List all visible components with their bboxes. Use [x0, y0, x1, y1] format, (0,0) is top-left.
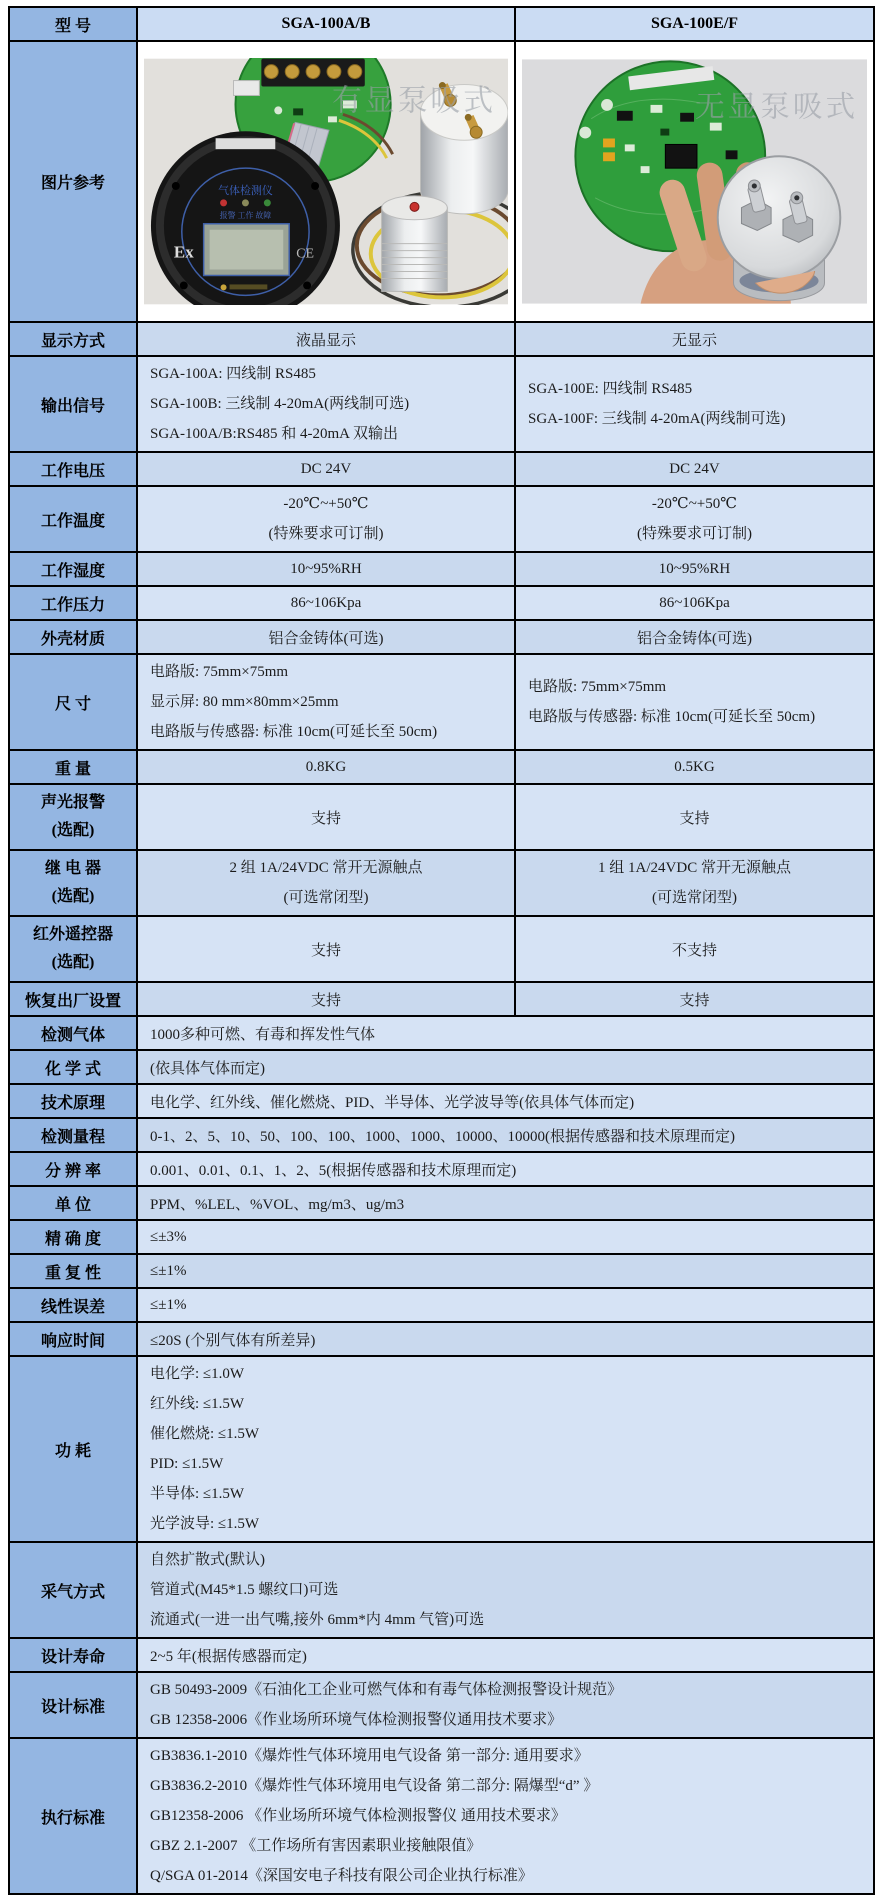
header-row — [9, 7, 874, 41]
row-ir-remote — [9, 916, 874, 982]
row-working-humidity — [9, 552, 874, 586]
row-resolution — [9, 1152, 874, 1186]
value-line: -20℃~+50℃ — [283, 496, 369, 512]
value-line: -20℃~+50℃ — [651, 496, 738, 512]
value-sga100ab — [137, 486, 515, 552]
row-working-voltage — [9, 452, 874, 486]
value-sga100ef — [515, 356, 874, 452]
watermark-text: 无显泵吸式 — [695, 91, 859, 124]
row-label: 化 学 式 — [9, 1050, 137, 1084]
value-line: 1 组 1A/24VDC 常开无源触点 — [598, 860, 791, 876]
value-sga100ab: 10~95%RH — [137, 552, 515, 586]
row-weight — [9, 750, 874, 784]
value-merged: 0-1、2、5、10、50、100、100、1000、1000、10000、10000(根据传感器和技术原理而定) — [137, 1118, 874, 1152]
value-sga100ef: 0.5KG — [515, 750, 874, 784]
value-merged — [137, 1356, 874, 1542]
value-line: 半导体: ≤1.5W — [150, 1486, 245, 1502]
row-label-line: (选配) — [51, 888, 95, 905]
row-label: 重 复 性 — [9, 1254, 137, 1288]
value-line: 2 组 1A/24VDC 常开无源触点 — [229, 860, 423, 876]
value-sga100ab — [137, 850, 515, 916]
value-line: 管道式(M45*1.5 螺纹口)可选 — [150, 1582, 339, 1598]
value-line: 流通式(一进一出气嘴,接外 6mm*内 4mm 气管)可选 — [150, 1612, 485, 1628]
value-line: 光学波导: ≤1.5W — [150, 1516, 260, 1532]
value-sga100ef: 86~106Kpa — [515, 586, 874, 620]
ex-marking-text: Ex — [173, 242, 194, 262]
row-working-pressure — [9, 586, 874, 620]
value-sga100ab: 铝合金铸体(可选) — [137, 620, 515, 654]
value-sga100ef: 铝合金铸体(可选) — [515, 620, 874, 654]
row-dimensions — [9, 654, 874, 750]
value-sga100ab — [137, 356, 515, 452]
row-label: 检测量程 — [9, 1118, 137, 1152]
row-label: 检测气体 — [9, 1016, 137, 1050]
row-factory-reset — [9, 982, 874, 1016]
row-output-signal — [9, 356, 874, 452]
row-design-life — [9, 1638, 874, 1672]
row-design-standard — [9, 1672, 874, 1738]
value-merged — [137, 1542, 874, 1638]
value-line: Q/SGA 01-2014《深国安电子科技有限公司企业执行标准》 — [150, 1868, 533, 1884]
value-sga100ef: DC 24V — [515, 452, 874, 486]
value-line: GB12358-2006 《作业场所环境气体检测报警仪 通用技术要求》 — [150, 1808, 566, 1824]
value-line: GB3836.1-2010《爆炸性气体环境用电气设备 第一部分: 通用要求》 — [150, 1748, 589, 1764]
row-label: 工作电压 — [9, 452, 137, 486]
photo-row-label: 图片参考 — [9, 41, 137, 322]
value-line: (可选常闭型) — [283, 890, 369, 906]
value-line: PID: ≤1.5W — [150, 1456, 224, 1472]
row-label-line: (选配) — [51, 954, 95, 971]
value-sga100ab: 支持 — [137, 916, 515, 982]
model-a-header: SGA-100A/B — [137, 7, 515, 41]
row-unit — [9, 1186, 874, 1220]
value-sga100ef: 支持 — [515, 982, 874, 1016]
row-label: 恢复出厂设置 — [9, 982, 137, 1016]
row-display-mode — [9, 322, 874, 356]
value-merged: 电化学、红外线、催化燃烧、PID、半导体、光学波导等(依具体气体而定) — [137, 1084, 874, 1118]
row-technical-principle — [9, 1084, 874, 1118]
row-working-temperature — [9, 486, 874, 552]
value-sga100ef: 无显示 — [515, 322, 874, 356]
label-sticker — [216, 138, 276, 149]
row-label: 技术原理 — [9, 1084, 137, 1118]
value-line: (可选常闭型) — [652, 890, 737, 906]
row-response-time — [9, 1322, 874, 1356]
row-linearity-error — [9, 1288, 874, 1322]
value-line: GB3836.2-2010《爆炸性气体环境用电气设备 第二部分: 隔爆型“d” 》 — [150, 1778, 599, 1794]
row-accuracy — [9, 1220, 874, 1254]
value-line: 自然扩散式(默认) — [150, 1552, 265, 1568]
value-line: GB 12358-2006《作业场所环境气体检测报警仪通用技术要求》 — [150, 1712, 563, 1728]
product-photo-with-display — [144, 58, 508, 305]
row-repeatability — [9, 1254, 874, 1288]
value-line: 电路版与传感器: 标准 10cm(可延长至 50cm) — [150, 724, 438, 740]
led-labels-text: 报警 工作 故障 — [219, 210, 272, 220]
row-label: 精 确 度 — [9, 1220, 137, 1254]
photo-row — [9, 41, 874, 322]
value-merged: ≤±3% — [137, 1220, 874, 1254]
ribbed-sensor-cylinder — [382, 196, 448, 291]
row-label: 工作湿度 — [9, 552, 137, 586]
value-sga100ab: DC 24V — [137, 452, 515, 486]
ce-marking-text: CE — [296, 246, 315, 262]
device-title-text: 气体检测仪 — [218, 184, 273, 197]
row-audible-visual-alarm — [9, 784, 874, 850]
value-line: SGA-100A: 四线制 RS485 — [150, 366, 316, 382]
value-merged: (依具体气体而定) — [137, 1050, 874, 1084]
row-chemical-formula — [9, 1050, 874, 1084]
mcu-chip — [665, 144, 697, 168]
value-line: SGA-100A/B:RS485 和 4-20mA 双输出 — [150, 426, 398, 442]
row-detected-gases — [9, 1016, 874, 1050]
row-label: 分 辨 率 — [9, 1152, 137, 1186]
row-label: 设计寿命 — [9, 1638, 137, 1672]
value-sga100ab: 支持 — [137, 982, 515, 1016]
row-detection-range — [9, 1118, 874, 1152]
value-sga100ab: 86~106Kpa — [137, 586, 515, 620]
value-line: SGA-100B: 三线制 4-20mA(两线制可选) — [150, 396, 410, 412]
row-label — [9, 850, 137, 916]
row-label: 线性误差 — [9, 1288, 137, 1322]
value-sga100ab: 支持 — [137, 784, 515, 850]
value-line: SGA-100F: 三线制 4-20mA(两线制可选) — [528, 411, 786, 427]
row-label: 单 位 — [9, 1186, 137, 1220]
row-label: 设计标准 — [9, 1672, 137, 1738]
row-label: 功 耗 — [9, 1356, 137, 1542]
value-line: GBZ 2.1-2007 《工作场所有害因素职业接触限值》 — [150, 1838, 482, 1854]
value-line: 显示屏: 80 mm×80mm×25mm — [150, 694, 339, 710]
row-label: 工作温度 — [9, 486, 137, 552]
value-line: (特殊要求可订制) — [268, 526, 384, 542]
watermark-text: 有显泵吸式 — [332, 84, 497, 118]
value-line: 电路版: 75mm×75mm — [528, 679, 667, 695]
photo-sga100ab — [137, 41, 515, 322]
value-merged: 2~5 年(根据传感器而定) — [137, 1638, 874, 1672]
row-label-line: 继 电 器 — [44, 860, 101, 877]
photo-sga100ef — [515, 41, 874, 322]
value-line: 催化燃烧: ≤1.5W — [150, 1426, 260, 1442]
value-sga100ef: 支持 — [515, 784, 874, 850]
row-label: 重 量 — [9, 750, 137, 784]
row-power-consumption — [9, 1356, 874, 1542]
value-merged: 1000多种可燃、有毒和挥发性气体 — [137, 1016, 874, 1050]
value-merged: ≤20S (个别气体有所差异) — [137, 1322, 874, 1356]
value-line: 电路版与传感器: 标准 10cm(可延长至 50cm) — [528, 709, 816, 725]
row-label-line: (选配) — [51, 822, 95, 839]
value-merged: ≤±1% — [137, 1254, 874, 1288]
row-label: 响应时间 — [9, 1322, 137, 1356]
value-line: SGA-100E: 四线制 RS485 — [528, 381, 693, 397]
value-sga100ef — [515, 486, 874, 552]
spec-table — [8, 6, 875, 1895]
value-sga100ef — [515, 850, 874, 916]
model-b-header: SGA-100E/F — [515, 7, 874, 41]
value-sga100ab: 0.8KG — [137, 750, 515, 784]
row-shell-material — [9, 620, 874, 654]
value-merged: 0.001、0.01、0.1、1、2、5(根据传感器和技术原理而定) — [137, 1152, 874, 1186]
row-label: 外壳材质 — [9, 620, 137, 654]
value-line: 电化学: ≤1.0W — [150, 1366, 245, 1382]
model-label: 型 号 — [9, 7, 137, 41]
row-gas-sampling-method — [9, 1542, 874, 1638]
value-line: (特殊要求可订制) — [637, 526, 752, 542]
value-sga100ab — [137, 654, 515, 750]
value-line: 电路版: 75mm×75mm — [150, 664, 289, 680]
row-label: 工作压力 — [9, 586, 137, 620]
value-merged — [137, 1738, 874, 1894]
row-label-line: 声光报警 — [40, 794, 105, 811]
product-photo-no-display — [522, 58, 867, 305]
row-label: 采气方式 — [9, 1542, 137, 1638]
row-label — [9, 916, 137, 982]
red-indicator-dot — [410, 202, 419, 211]
value-sga100ef — [515, 654, 874, 750]
row-execution-standard — [9, 1738, 874, 1894]
row-label: 尺 寸 — [9, 654, 137, 750]
row-label — [9, 784, 137, 850]
value-sga100ef: 不支持 — [515, 916, 874, 982]
value-line: 红外线: ≤1.5W — [150, 1396, 245, 1412]
row-label: 显示方式 — [9, 322, 137, 356]
value-merged — [137, 1672, 874, 1738]
value-merged: PPM、%LEL、%VOL、mg/m3、ug/m3 — [137, 1186, 874, 1220]
row-label-line: 红外遥控器 — [32, 926, 113, 943]
value-line: GB 50493-2009《石油化工企业可燃气体和有毒气体检测报警设计规范》 — [150, 1682, 623, 1698]
row-relay — [9, 850, 874, 916]
value-sga100ef: 10~95%RH — [515, 552, 874, 586]
value-sga100ab: 液晶显示 — [137, 322, 515, 356]
value-merged: ≤±1% — [137, 1288, 874, 1322]
row-label: 输出信号 — [9, 356, 137, 452]
row-label: 执行标准 — [9, 1738, 137, 1894]
